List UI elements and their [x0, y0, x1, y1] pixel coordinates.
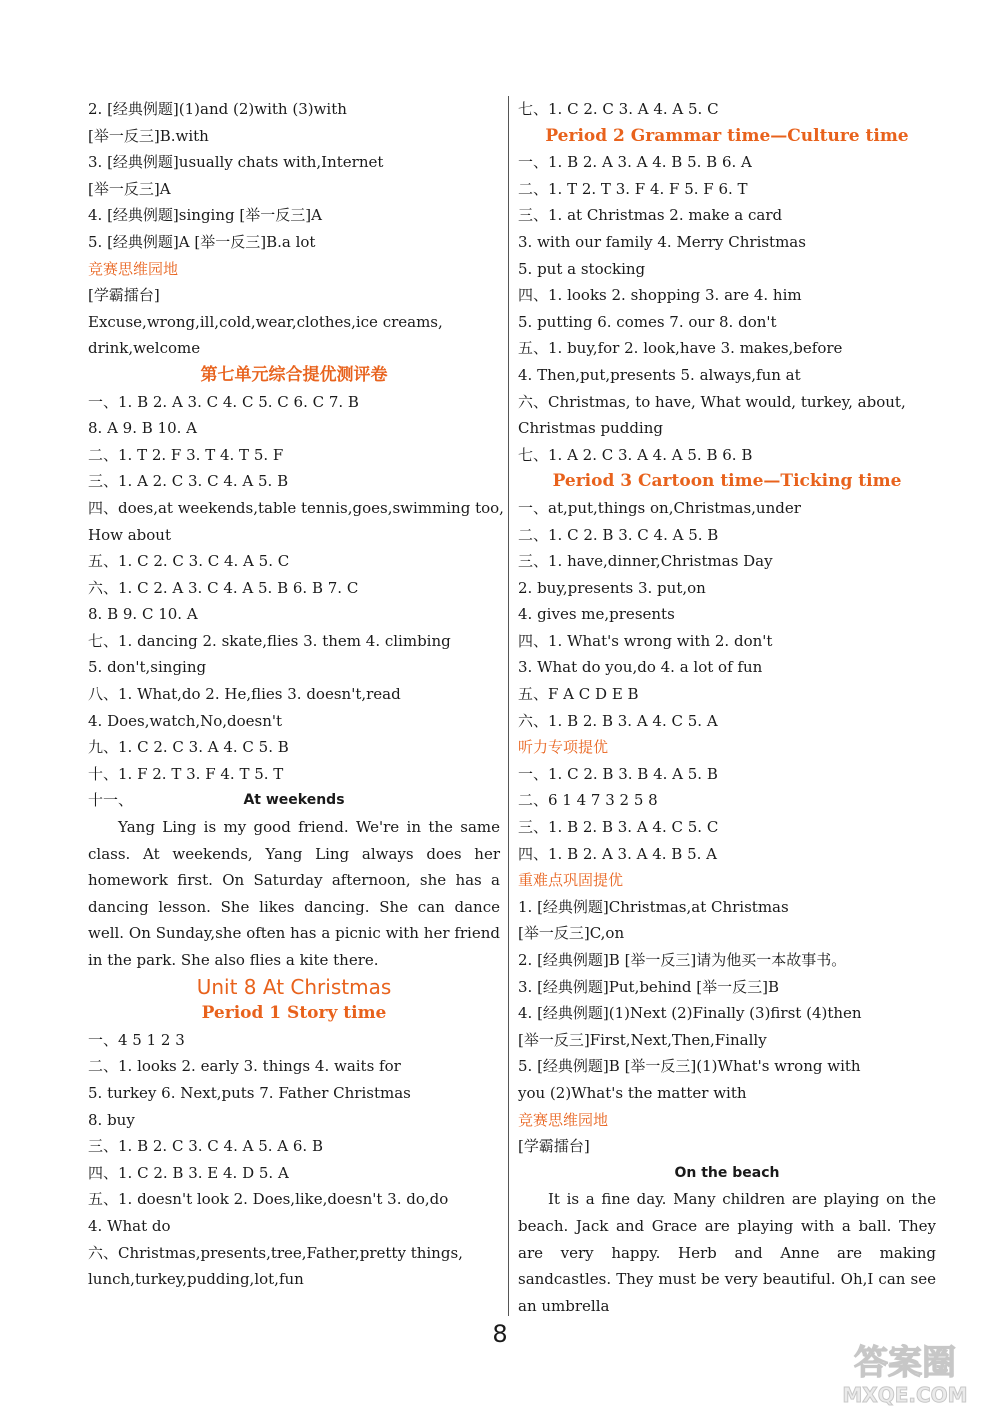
answer-line: 七、1. dancing 2. skate,flies 3. them 4. climbing	[88, 631, 451, 650]
answer-line: 五、1. buy,for 2. look,have 3. makes,before	[518, 339, 843, 358]
answer-line: 三、1. at Christmas 2. make a card	[518, 206, 783, 225]
answer-line: 十、1. F 2. T 3. F 4. T 5. T	[88, 764, 284, 783]
answer-line: 六、Christmas, to have, What would, turkey, about,	[518, 392, 906, 411]
answer-line: you (2)What's the matter with	[518, 1083, 747, 1102]
answer-line: 一、at,put,things on,Christmas,under	[518, 498, 801, 517]
unit-heading: Unit 8 At Christmas	[196, 974, 392, 999]
section-label: 竞赛思维园地	[88, 259, 179, 278]
answer-line: lunch,turkey,pudding,lot,fun	[88, 1270, 304, 1289]
answer-line: [学霸擂台]	[88, 286, 160, 305]
answer-line: How about	[88, 525, 171, 544]
answer-line: [举一反三]First,Next,Then,Finally	[518, 1030, 767, 1049]
answer-line: 四、1. looks 2. shopping 3. are 4. him	[518, 286, 802, 305]
answer-line: 3. [经典例题]usually chats with,Internet	[88, 153, 384, 172]
column-divider	[508, 96, 509, 1316]
section-label: 听力专项提优	[518, 738, 609, 757]
answer-line: 3. [经典例题]Put,behind [举一反三]B	[518, 977, 780, 996]
essay-paragraph: It is a fine day. Many children are playing on the beach. Jack and Grace are playing with a ball. They are very happy. Herb and Anne are making sandcastles. They must be very beautiful. Oh,I can see an umbrella	[518, 1190, 936, 1315]
section-label: 重难点巩固提优	[518, 871, 624, 890]
answer-line: 4. gives me,presents	[518, 605, 675, 624]
answer-line: 二、1. C 2. B 3. C 4. A 5. B	[518, 525, 719, 544]
answer-line: 2. [经典例题]B [举一反三]请为他买一本故事书。	[518, 951, 847, 969]
answer-line: 一、1. B 2. A 3. A 4. B 5. B 6. A	[518, 153, 752, 172]
answer-line: 一、1. B 2. A 3. C 4. C 5. C 6. C 7. B	[88, 392, 359, 411]
section-heading: Period 1 Story time	[201, 1003, 387, 1024]
section-label: 竞赛思维园地	[518, 1110, 609, 1129]
answer-line: 5. don't,singing	[88, 658, 207, 677]
answer-line: 四、1. B 2. A 3. A 4. B 5. A	[518, 844, 718, 863]
question-number: 十一、	[88, 791, 134, 810]
answer-line: 三、1. B 2. B 3. A 4. C 5. C	[518, 818, 719, 837]
answer-line: 3. with our family 4. Merry Christmas	[518, 232, 806, 251]
answer-line: 二、1. T 2. T 3. F 4. F 5. F 6. T	[518, 179, 748, 198]
answer-line: 4. What do	[88, 1216, 171, 1235]
answer-line: 四、does,at weekends,table tennis,goes,swimming too,	[88, 498, 504, 517]
answer-line: 8. A 9. B 10. A	[88, 419, 198, 438]
answer-line: drink,welcome	[88, 339, 201, 358]
section-heading: Period 2 Grammar time—Culture time	[545, 125, 909, 146]
answer-line: 六、1. C 2. A 3. C 4. A 5. B 6. B 7. C	[88, 578, 359, 597]
answer-line: 五、1. C 2. C 3. C 4. A 5. C	[88, 552, 290, 571]
answer-line: 七、1. A 2. C 3. A 4. A 5. B 6. B	[518, 445, 753, 464]
answer-line: 2. [经典例题](1)and (2)with (3)with	[88, 100, 347, 118]
answer-line: 六、Christmas,presents,tree,Father,pretty things,	[88, 1243, 463, 1262]
answer-line: 4. [经典例题](1)Next (2)Finally (3)first (4)then	[518, 1004, 862, 1023]
answer-line: 2. buy,presents 3. put,on	[518, 578, 706, 597]
answer-line: 二、1. T 2. F 3. T 4. T 5. F	[88, 445, 284, 464]
answer-line: 八、1. What,do 2. He,flies 3. doesn't,read	[88, 685, 401, 704]
answer-line: 三、1. B 2. C 3. C 4. A 5. A 6. B	[88, 1137, 323, 1156]
answer-line: 二、6 1 4 7 3 2 5 8	[518, 791, 658, 810]
answer-line: 四、1. What's wrong with 2. don't	[518, 631, 773, 650]
answer-line: 5. [经典例题]B [举一反三](1)What's wrong with	[518, 1057, 861, 1076]
page-number: 8	[492, 1320, 508, 1348]
section-heading: Period 3 Cartoon time—Ticking time	[552, 471, 902, 492]
essay-title-line	[88, 787, 500, 814]
answer-line: 5. putting 6. comes 7. our 8. don't	[518, 312, 777, 331]
watermark-line1: 答案圈	[854, 1343, 956, 1383]
answer-line: [学霸擂台]	[518, 1137, 590, 1156]
answer-line: 三、1. have,dinner,Christmas Day	[518, 552, 773, 571]
answer-line: 六、1. B 2. B 3. A 4. C 5. A	[518, 711, 718, 730]
essay-title: At weekends	[243, 792, 345, 809]
answer-line: 四、1. C 2. B 3. E 4. D 5. A	[88, 1163, 289, 1182]
answer-line: 8. B 9. C 10. A	[88, 605, 198, 624]
left-column	[88, 96, 504, 1293]
answer-line: 三、1. A 2. C 3. C 4. A 5. B	[88, 472, 289, 491]
answer-line: [举一反三]B.with	[88, 126, 209, 145]
answer-line: 二、1. looks 2. early 3. things 4. waits for	[88, 1057, 401, 1076]
answer-line: 七、1. C 2. C 3. A 4. A 5. C	[518, 100, 719, 118]
answer-line: [举一反三]C,on	[518, 924, 625, 943]
answer-line: 5. turkey 6. Next,puts 7. Father Christmas	[88, 1083, 411, 1102]
answer-line: 4. Then,put,presents 5. always,fun at	[518, 365, 801, 384]
essay-paragraph: Yang Ling is my good friend. We're in the same class. At weekends, Yang Ling always does her homework first. On Saturday afternoon, she has a dancing lesson. She likes dancing. She can dance well. On Sunday,she often has a picnic with her friend in the park. She also flies a kite there.	[88, 818, 500, 969]
answer-line: 5. [经典例题]A [举一反三]B.a lot	[88, 232, 316, 251]
answer-line: 五、1. doesn't look 2. Does,like,doesn't 3. do,do	[88, 1190, 449, 1209]
answer-line: 一、1. C 2. B 3. B 4. A 5. B	[518, 764, 718, 783]
answer-line: [举一反三]A	[88, 179, 171, 198]
essay-title: On the beach	[674, 1164, 780, 1181]
answer-line: 1. [经典例题]Christmas,at Christmas	[518, 897, 789, 916]
answer-line: 九、1. C 2. C 3. A 4. C 5. B	[88, 738, 289, 757]
answer-line: 8. buy	[88, 1110, 135, 1129]
answer-line: 4. [经典例题]singing [举一反三]A	[88, 206, 322, 225]
watermark-line2: MXQE.COM	[842, 1383, 968, 1407]
right-column	[518, 96, 936, 1319]
answer-line: 五、F A C D E B	[518, 685, 639, 704]
answer-line: 一、4 5 1 2 3	[88, 1030, 185, 1049]
section-heading: 第七单元综合提优测评卷	[200, 364, 388, 385]
answer-line: 4. Does,watch,No,doesn't	[88, 711, 283, 730]
watermark-logo	[820, 1334, 990, 1410]
answer-line: Christmas pudding	[518, 419, 663, 438]
answer-line: 3. What do you,do 4. a lot of fun	[518, 658, 763, 677]
answer-line: 5. put a stocking	[518, 259, 646, 278]
answer-line: Excuse,wrong,ill,cold,wear,clothes,ice creams,	[88, 312, 443, 331]
